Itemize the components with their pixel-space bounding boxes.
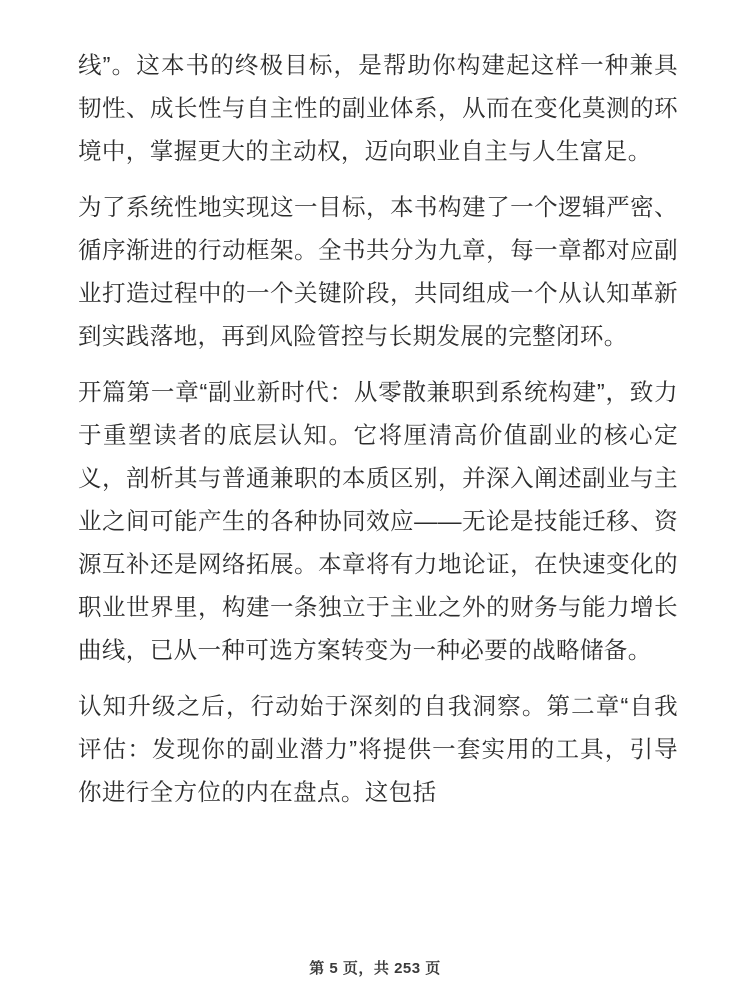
paragraph: 开篇第一章“副业新时代：从零散兼职到系统构建”，致力于重塑读者的底层认知。它将厘清高价值副业的核心定义，剖析其与普通兼职的本质区别，并深入阐述副业与主业之间可能产生的各种协同效应——无论是技能迁移、资源互补还是网络拓展。本章将有力地论证，在快速变化的职业世界里，构建一条独立于主业之外的财务与能力增长曲线，已从一种可选方案转变为一种必要的战略储备。: [78, 379, 678, 663]
paragraph: 线”。这本书的终极目标，是帮助你构建起这样一种兼具韧性、成长性与自主性的副业体系，从而在变化莫测的环境中，掌握更大的主动权，迈向职业自主与人生富足。: [78, 52, 678, 164]
page-body: [78, 44, 678, 814]
page-footer: 第 5 页，共 253 页: [309, 960, 441, 977]
paragraph: 认知升级之后，行动始于深刻的自我洞察。第二章“自我评估：发现你的副业潜力”将提供一套实用的工具，引导你进行全方位的内在盘点。这包括: [78, 693, 678, 805]
paragraph: 为了系统性地实现这一目标，本书构建了一个逻辑严密、循序渐进的行动框架。全书共分为九章，每一章都对应副业打造过程中的一个关键阶段，共同组成一个从认知革新到实践落地，再到风险管控与长期发展的完整闭环。: [78, 194, 678, 349]
